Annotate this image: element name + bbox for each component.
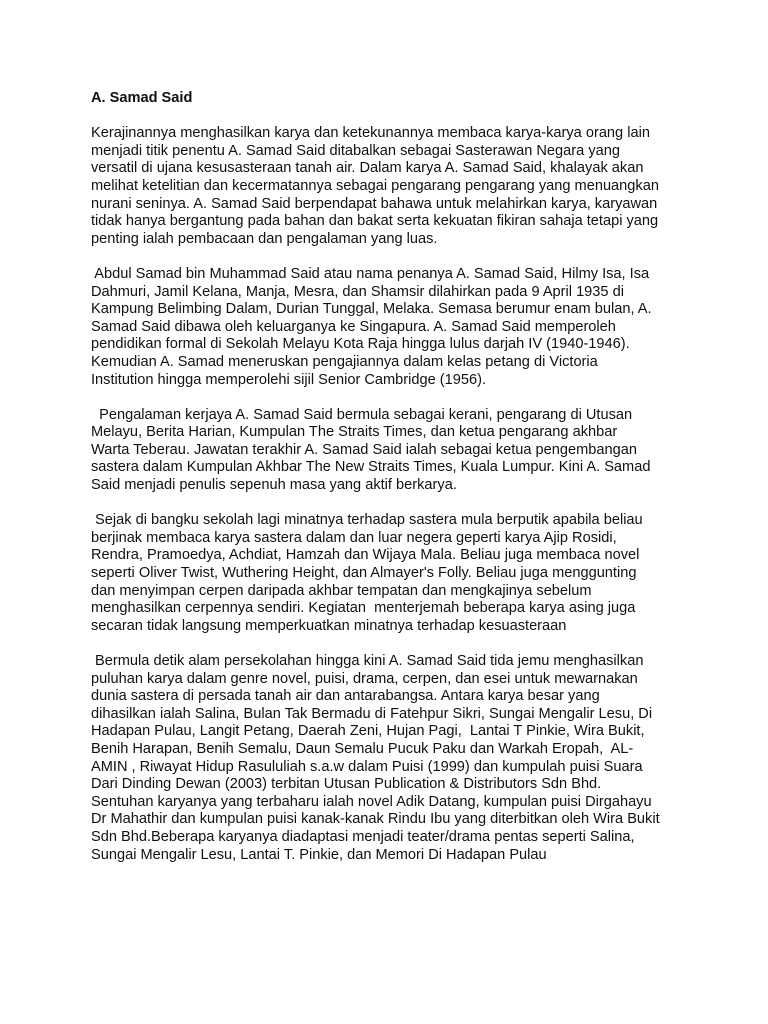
paragraph-line: Institution hingga memperolehi sijil Senior Cambridge (1956). <box>91 371 487 388</box>
paragraph-line: Pengalaman kerjaya A. Samad Said bermula sebagai kerani, pengarang di Utusan <box>91 406 633 423</box>
paragraph-line: Sdn Bhd.Beberapa karyanya diadaptasi menjadi teater/drama pentas seperti Salina, <box>91 828 635 845</box>
paragraph-line: Kerajinannya menghasilkan karya dan ketekunannya membaca karya-karya orang lain <box>91 125 650 142</box>
paragraph-line: dan menyimpan cerpen daripada akhbar tempatan dan mengkajinya sebelum <box>91 582 592 599</box>
paragraph-line: Sejak di bangku sekolah lagi minatnya terhadap sastera mula berputik apabila beliau <box>91 512 643 529</box>
paragraph-line: AMIN , Riwayat Hidup Rasululiah s.a.w dalam Puisi (1999) dan kumpulah puisi Suara <box>91 758 643 775</box>
document-title: A. Samad Said <box>91 90 193 106</box>
paragraph <box>91 653 691 864</box>
paragraph-line: penting ialah pembacaan dan pengalaman yang luas. <box>91 230 438 247</box>
paragraph-line: seperti Oliver Twist, Wuthering Height, dan Almayer's Folly. Beliau juga menggunting <box>91 565 637 582</box>
paragraph-line: versatil di ujana kesusasteraan tanah air. Dalam karya A. Samad Said, khalayak akan <box>91 160 644 177</box>
paragraph-line: pendidikan formal di Sekolah Melayu Kota Raja hingga lulus darjah IV (1940-1946). <box>91 336 630 353</box>
paragraph-line: Warta Teberau. Jawatan terakhir A. Samad Said ialah sebagai ketua pengembangan <box>91 441 637 458</box>
paragraph <box>91 125 691 248</box>
paragraph-line: Rendra, Pramoedya, Achdiat, Hamzah dan Wijaya Mala. Beliau juga membaca novel <box>91 547 640 564</box>
paragraph-line: tidak hanya bergantung pada bahan dan bakat serta kekuatan fikiran sahaja tetapi yang <box>91 213 659 230</box>
paragraph-line: Dr Mahathir dan kumpulan puisi kanak-kanak Rindu Ibu yang diterbitkan oleh Wira Bukit <box>91 811 660 828</box>
paragraph-line: secaran tidak langsung memperkuatkan minatnya terhadap kesuasteraan <box>91 617 567 634</box>
paragraph-line: puluhan karya dalam genre novel, puisi, drama, cerpen, dan esei untuk mewarnakan <box>91 670 638 687</box>
paragraph-line: Sungai Mengalir Lesu, Lantai T. Pinkie, dan Memori Di Hadapan Pulau <box>91 846 547 863</box>
paragraph <box>91 407 691 495</box>
paragraph-list <box>91 125 691 864</box>
paragraph-line: Dari Dinding Dewan (2003) terbitan Utusan Publication & Distributors Sdn Bhd. <box>91 776 602 793</box>
paragraph <box>91 512 691 635</box>
paragraph-line: sastera dalam Kumpulan Akhbar The New Straits Times, Kuala Lumpur. Kini A. Samad <box>91 459 651 476</box>
paragraph-line: Hadapan Pulau, Langit Petang, Daerah Zeni, Hujan Pagi, Lantai T Pinkie, Wira Bukit, <box>91 723 645 740</box>
paragraph-line: Samad Said dibawa oleh keluarganya ke Singapura. A. Samad Said memperoleh <box>91 318 616 335</box>
paragraph-line: Melayu, Berita Harian, Kumpulan The Straits Times, dan ketua pengarang akhbar <box>91 424 618 441</box>
paragraph-line: Benih Harapan, Benih Semalu, Daun Semalu Pucuk Paku dan Warkah Eropah, AL- <box>91 740 634 757</box>
paragraph-line: melihat ketelitian dan kecermatannya sebagai pengarang pengarang yang menuangkan <box>91 177 659 194</box>
paragraph-line: dihasilkan ialah Salina, Bulan Tak Bermadu di Fatehpur Sikri, Sungai Mengalir Lesu, Di <box>91 705 653 722</box>
paragraph-line: menjadi titik penentu A. Samad Said ditabalkan sebagai Sasterawan Negara yang <box>91 142 620 159</box>
paragraph-line: Bermula detik alam persekolahan hingga kini A. Samad Said tida jemu menghasilkan <box>91 653 644 669</box>
paragraph-line: Dahmuri, Jamil Kelana, Manja, Mesra, dan Shamsir dilahirkan pada 9 April 1935 di <box>91 283 624 300</box>
paragraph-line: Said menjadi penulis sepenuh masa yang aktif berkarya. <box>91 477 457 494</box>
paragraph-line: Sentuhan karyanya yang terbaharu ialah novel Adik Datang, kumpulan puisi Dirgahayu <box>91 793 652 810</box>
paragraph-line: dunia sastera di persada tanah air dan antarabangsa. Antara karya besar yang <box>91 688 600 705</box>
paragraph <box>91 266 691 389</box>
document-body <box>91 90 691 882</box>
paragraph-line: Kemudian A. Samad meneruskan pengajiannya dalam kelas petang di Victoria <box>91 353 598 370</box>
paragraph-line: nurani seninya. A. Samad Said berpendapat bahawa untuk melahirkan karya, karyawan <box>91 195 658 212</box>
paragraph-line: Abdul Samad bin Muhammad Said atau nama penanya A. Samad Said, Hilmy Isa, Isa <box>91 265 650 282</box>
paragraph-line: menghasilkan cerpennya sendiri. Kegiatan menterjemah beberapa karya asing juga <box>91 600 636 617</box>
paragraph-line: Kampung Belimbing Dalam, Durian Tunggal, Melaka. Semasa berumur enam bulan, A. <box>91 301 652 318</box>
paragraph-line: berjinak membaca karya sastera dalam dan luar negera geperti karya Ajip Rosidi, <box>91 529 617 546</box>
